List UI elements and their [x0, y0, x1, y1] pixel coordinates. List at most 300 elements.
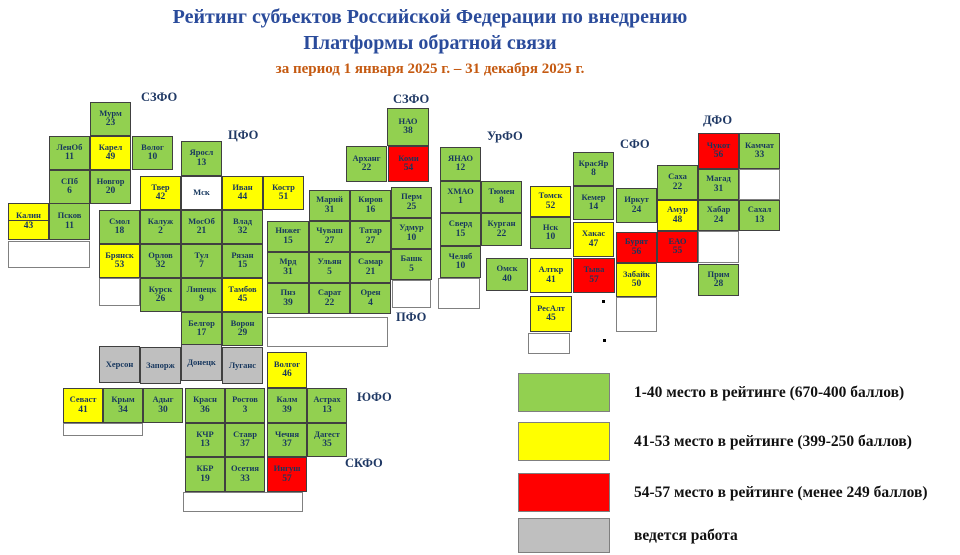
region-tile-prim — [698, 264, 739, 296]
region-label: СПб — [61, 175, 78, 186]
region-label: Перм — [401, 191, 422, 202]
legend-row-rank-41-53 — [518, 422, 912, 461]
region-tile-resalt — [530, 296, 572, 332]
region-tile-spb — [49, 170, 90, 204]
legend-row-rank-54-57 — [518, 473, 928, 512]
region-tile-oren — [350, 283, 391, 314]
region-tile-yanao — [440, 147, 481, 181]
region-rank: 51 — [278, 192, 289, 203]
region-tile-kalin — [8, 203, 49, 240]
region-rank: 33 — [240, 473, 250, 484]
region-tile-kurgan — [481, 213, 522, 246]
region-rank: 20 — [105, 186, 116, 197]
region-rank: 14 — [588, 202, 599, 213]
region-rank: 54 — [403, 163, 414, 174]
region-label: Ворон — [230, 317, 255, 328]
legend-label-rank-1-40: 1-40 место в рейтинге (670-400 баллов) — [634, 383, 905, 401]
region-tile-kirov — [350, 190, 391, 221]
region-label: Брянск — [105, 249, 134, 260]
region-rank: 41 — [78, 404, 88, 415]
empty-tile-10 — [183, 492, 303, 512]
region-label: Крым — [111, 394, 135, 405]
region-label: ХМАО — [447, 185, 474, 196]
region-label: Тюмен — [488, 185, 515, 196]
region-rank: 8 — [499, 196, 504, 207]
region-tile-yarosl — [181, 141, 222, 176]
region-tile-chechnya — [267, 423, 307, 457]
region-rank: 33 — [754, 150, 765, 161]
region-rank: 32 — [155, 260, 166, 271]
region-label: Карел — [98, 141, 123, 152]
region-rank: 4 — [368, 297, 373, 308]
region-rank: 50 — [631, 279, 642, 290]
region-label: Мрд — [279, 256, 297, 267]
region-label: КБР — [196, 463, 214, 474]
region-tile-smol — [99, 210, 140, 244]
region-tile-vlad — [222, 210, 263, 244]
region-label: Камчат — [744, 139, 775, 150]
region-rank: 55 — [672, 246, 683, 257]
region-label: Луганс — [228, 359, 257, 370]
dot-1 — [602, 300, 605, 303]
region-label: Курган — [487, 218, 516, 229]
region-tile-belgor — [181, 312, 222, 346]
region-rank: 36 — [200, 404, 210, 415]
region-label: Забайк — [622, 268, 651, 279]
region-rank: 47 — [588, 238, 599, 249]
region-tile-karel — [90, 136, 131, 170]
region-label: Влад — [233, 215, 252, 226]
region-tile-bryansk — [99, 244, 140, 278]
region-tile-ingush — [267, 457, 307, 492]
title-line-2: Платформы обратной связи — [303, 32, 557, 54]
region-rank: 10 — [545, 232, 556, 243]
region-label: Ингуш — [273, 463, 301, 474]
empty-tile-5 — [438, 278, 480, 309]
region-tile-chelyab — [440, 246, 481, 278]
region-label: Херсон — [105, 358, 134, 369]
region-label: Нск — [542, 221, 559, 232]
region-tile-tomsk — [530, 186, 571, 217]
region-tile-irkut — [616, 188, 657, 223]
region-rank: 26 — [155, 294, 166, 305]
region-label: ЕАО — [668, 235, 687, 246]
region-rank: 11 — [65, 220, 74, 231]
region-tile-zaporzh — [140, 347, 181, 384]
region-label: Сарат — [317, 287, 342, 298]
legend-swatch-rank-41-53 — [518, 422, 610, 461]
region-tile-kamchat — [739, 133, 780, 169]
region-rank: 18 — [114, 226, 125, 237]
region-tile-kherson — [99, 346, 140, 383]
region-tile-murm — [90, 102, 131, 136]
region-tile-mrd — [267, 252, 309, 283]
region-label: ЛенОб — [56, 141, 83, 152]
empty-tile-11 — [63, 423, 143, 436]
empty-tile-9 — [739, 169, 780, 200]
region-label: Нижег — [275, 225, 301, 236]
region-rank: 29 — [237, 328, 248, 339]
region-tile-msk — [181, 176, 222, 210]
region-label: Сверд — [448, 218, 473, 229]
region-label: Челяб — [448, 250, 473, 261]
district-label-szfo-east: СЗФО — [393, 92, 430, 106]
district-label-urfo: УрФО — [487, 129, 523, 143]
region-rank: 22 — [361, 163, 372, 174]
region-rank: 39 — [282, 404, 292, 415]
region-label: РесАлт — [537, 302, 565, 313]
region-label: ЯНАО — [447, 152, 474, 163]
region-rank: 48 — [672, 214, 683, 225]
region-tile-pskov — [49, 203, 90, 240]
region-tile-tambov — [222, 278, 263, 312]
region-tile-kchr — [185, 423, 225, 457]
region-tile-khabar — [698, 200, 739, 231]
region-rank: 57 — [282, 473, 292, 484]
region-label: Ульян — [317, 256, 342, 267]
region-label: КЧР — [196, 428, 214, 439]
region-tile-sakhal — [739, 200, 780, 231]
region-label: Омск — [496, 263, 518, 274]
region-rank: 13 — [196, 157, 207, 168]
region-rank: 41 — [546, 274, 556, 285]
region-label: Курск — [148, 283, 173, 294]
region-rank: 56 — [713, 150, 724, 161]
district-label-pfo: ПФО — [396, 310, 427, 324]
region-label: Хакас — [581, 228, 606, 239]
region-label: Адыг — [152, 394, 174, 405]
region-rank: 15 — [283, 235, 293, 246]
region-tile-sarat — [309, 283, 350, 314]
region-rank: 13 — [200, 439, 210, 450]
region-tile-volog — [132, 136, 173, 170]
region-tile-magad — [698, 169, 739, 200]
empty-tile-7 — [616, 297, 657, 332]
region-label: Орлов — [148, 249, 173, 260]
region-label: Красн — [193, 394, 217, 405]
legend-label-in-progress: ведется работа — [634, 526, 738, 544]
region-label: Тамбов — [228, 283, 257, 294]
region-rank: 40 — [502, 273, 512, 284]
region-tile-eao — [657, 231, 698, 263]
region-rank: 30 — [158, 404, 168, 415]
region-rank: 34 — [118, 404, 128, 415]
region-label: Астрах — [313, 394, 341, 405]
region-label: Калин — [16, 209, 41, 220]
region-label: Иван — [232, 181, 253, 192]
region-rank: 15 — [455, 228, 466, 239]
region-rank: 24 — [713, 214, 724, 225]
region-label: Осетия — [231, 463, 259, 474]
region-rank: 12 — [455, 163, 466, 174]
region-rank: 44 — [237, 192, 248, 203]
region-label: Татар — [359, 225, 382, 236]
region-tile-omsk — [486, 258, 528, 291]
region-label: Киров — [358, 194, 383, 205]
region-rank: 32 — [237, 226, 248, 237]
region-rank: 57 — [589, 274, 599, 285]
empty-tile-4 — [392, 280, 431, 308]
region-rank: 7 — [199, 260, 204, 271]
region-label: Удмур — [399, 222, 424, 233]
region-tile-krym — [103, 388, 143, 423]
empty-tile-2 — [99, 278, 140, 306]
region-label: Алткр — [538, 264, 564, 275]
region-tile-osetia — [225, 457, 265, 492]
region-tile-nsk — [530, 217, 571, 249]
region-tile-kalm — [267, 388, 307, 423]
region-tile-khmao — [440, 181, 481, 213]
region-rank: 8 — [591, 168, 596, 179]
empty-tile-8 — [698, 231, 739, 263]
region-label: Коми — [398, 152, 419, 163]
region-tile-perm — [391, 187, 432, 218]
region-tile-krasyar — [573, 152, 614, 186]
region-rank: 37 — [282, 439, 292, 450]
region-tile-chuvash — [309, 221, 350, 252]
title-block — [0, 4, 860, 78]
region-rank: 22 — [496, 228, 507, 239]
region-rank: 3 — [242, 404, 248, 415]
region-tile-ryazan — [222, 244, 263, 278]
dot-2 — [603, 339, 606, 342]
region-label: Псков — [57, 210, 82, 221]
region-tile-lenob — [49, 136, 90, 170]
region-label: Белгор — [188, 317, 215, 328]
region-tile-rostov — [225, 388, 265, 423]
region-rank: 25 — [406, 201, 417, 212]
region-label: Саха — [668, 171, 687, 182]
region-label: Ростов — [232, 394, 258, 405]
region-tile-ulyan — [309, 252, 350, 283]
region-label: Твер — [151, 181, 170, 192]
region-label: Мурм — [99, 107, 122, 118]
region-tile-komi — [388, 146, 429, 182]
region-rank: 39 — [283, 297, 293, 308]
region-tile-lipetsk — [181, 278, 222, 312]
region-tile-tul — [181, 244, 222, 278]
region-tile-kemer — [573, 186, 614, 220]
region-tile-sevast — [63, 388, 103, 423]
region-rank: 5 — [327, 266, 332, 277]
region-rank: 38 — [403, 126, 413, 137]
region-tile-tyva — [573, 258, 615, 293]
region-tile-mariy — [309, 190, 350, 221]
region-rank: 22 — [324, 297, 335, 308]
region-label: Яросл — [189, 147, 214, 158]
region-tile-bashk — [391, 249, 432, 280]
region-rank: 43 — [9, 220, 48, 232]
region-label: Ставр — [233, 428, 257, 439]
region-rank: 45 — [546, 313, 556, 324]
region-rank: 42 — [155, 192, 166, 203]
region-rank: 10 — [406, 232, 417, 243]
region-label: Новгор — [96, 175, 125, 186]
region-label: Чечня — [274, 428, 300, 439]
region-label: Кемер — [581, 191, 606, 202]
region-label: Орен — [360, 287, 381, 298]
region-label: КрасЯр — [578, 157, 609, 168]
region-tile-volgog — [267, 352, 307, 388]
legend-label-rank-54-57: 54-57 место в рейтинге (менее 249 баллов) — [634, 483, 928, 501]
region-label: Чукот — [706, 139, 731, 150]
district-label-skfo: СКФО — [345, 456, 383, 470]
region-label: Сахал — [747, 204, 772, 215]
region-tile-novgor — [90, 170, 131, 204]
region-rank: 31 — [713, 183, 724, 194]
region-tile-ivan — [222, 176, 263, 210]
region-tile-kursk — [140, 278, 181, 312]
district-label-yufo: ЮФО — [357, 390, 392, 404]
region-tile-krasn — [185, 388, 225, 423]
region-rank: 52 — [545, 200, 556, 211]
region-tile-altkr — [530, 258, 572, 293]
region-label: Арханг — [352, 152, 381, 163]
region-label: Иркут — [624, 194, 649, 205]
region-rank: 27 — [365, 235, 376, 246]
region-rank: 1 — [458, 196, 463, 207]
region-label: Прим — [707, 268, 730, 279]
title-line-1: Рейтинг субъектов Российской Федерации по внедрению — [172, 6, 688, 28]
region-rank: 6 — [67, 186, 72, 197]
region-tile-zabayk — [616, 263, 657, 297]
legend-row-rank-1-40 — [518, 373, 904, 412]
region-tile-pnz — [267, 283, 309, 314]
region-label: Тул — [194, 249, 209, 260]
region-label: Марий — [316, 194, 343, 205]
region-label: Костр — [272, 181, 295, 192]
region-label: Тыва — [583, 264, 605, 275]
region-label: Волог — [141, 141, 164, 152]
legend-swatch-rank-1-40 — [518, 373, 610, 412]
region-tile-kbr — [185, 457, 225, 492]
region-tile-sakha — [657, 165, 698, 200]
empty-tile-3 — [267, 317, 388, 347]
region-tile-tatar — [350, 221, 391, 252]
region-label: Калуж — [147, 215, 174, 226]
region-label: Дагест — [314, 428, 340, 439]
region-label: Липецк — [186, 283, 217, 294]
region-label: Бурят — [624, 236, 649, 247]
region-rank: 13 — [322, 404, 332, 415]
region-rank: 17 — [196, 328, 207, 339]
region-label: Томск — [538, 190, 563, 201]
region-rank: 13 — [754, 214, 765, 225]
region-rank: 5 — [409, 263, 414, 274]
region-rank: 11 — [65, 152, 74, 163]
region-rank: 19 — [200, 473, 210, 484]
region-label: Волгог — [273, 358, 301, 369]
region-tile-tver — [140, 176, 181, 210]
region-rank: 21 — [196, 226, 207, 237]
region-tile-kostr — [263, 176, 304, 210]
region-rank: 31 — [324, 204, 335, 215]
region-rank: 9 — [199, 294, 204, 305]
region-rank: 2 — [158, 226, 163, 237]
region-label: Рязан — [231, 249, 254, 260]
region-rank: 23 — [105, 118, 116, 129]
region-tile-arkhang — [346, 146, 387, 182]
region-rank: 10 — [455, 261, 466, 272]
region-rank: 10 — [147, 152, 158, 163]
region-rank: 21 — [365, 266, 376, 277]
region-label: НАО — [398, 115, 418, 126]
region-label: Мск — [193, 187, 210, 198]
empty-tile-6 — [528, 333, 570, 354]
region-rank: 35 — [322, 439, 332, 450]
region-label: Смол — [109, 215, 130, 226]
region-rank: 28 — [713, 279, 724, 290]
legend-row-in-progress — [518, 518, 738, 553]
region-rank: 15 — [237, 260, 248, 271]
region-tile-tyumen — [481, 181, 522, 213]
region-label: Амур — [667, 204, 688, 215]
district-label-sfo: СФО — [620, 137, 650, 151]
region-rank: 31 — [283, 266, 293, 277]
region-tile-voron — [222, 312, 263, 346]
region-tile-dagest — [307, 423, 347, 457]
region-label: Самар — [357, 256, 384, 267]
region-tile-sverd — [440, 213, 481, 246]
region-label: Хабар — [706, 204, 731, 215]
legend-swatch-in-progress — [518, 518, 610, 553]
region-rank: 24 — [631, 204, 642, 215]
region-tile-lugans — [222, 347, 263, 384]
region-rank: 22 — [672, 181, 683, 192]
region-tile-samar — [350, 252, 391, 283]
region-rank: 16 — [365, 204, 376, 215]
region-rank: 53 — [114, 260, 125, 271]
region-tile-chukot — [698, 133, 739, 169]
title-period: за период 1 января 2025 г. – 31 декабря 2025 г. — [275, 61, 585, 77]
region-label: Пнз — [280, 287, 296, 298]
region-rank: 46 — [282, 369, 292, 380]
region-tile-nao — [387, 108, 429, 146]
district-label-dfo: ДФО — [703, 113, 733, 127]
district-label-cfo: ЦФО — [228, 128, 259, 142]
empty-tile-1 — [8, 241, 90, 268]
region-tile-stavr — [225, 423, 265, 457]
region-label: Запорж — [146, 359, 175, 370]
region-label: Чуваш — [316, 225, 343, 236]
district-label-szfo-west: СЗФО — [141, 90, 178, 104]
region-tile-udmur — [391, 218, 432, 249]
region-rank: 49 — [105, 152, 116, 163]
region-label: Донецк — [187, 356, 216, 367]
region-rank: 37 — [240, 439, 250, 450]
region-label: Калм — [276, 394, 298, 405]
region-label: Магад — [706, 173, 731, 184]
region-label: Башк — [400, 253, 423, 264]
region-tile-buryat — [616, 232, 657, 263]
region-tile-donetsk — [181, 344, 222, 381]
region-rank: 56 — [631, 246, 642, 257]
region-tile-orlov — [140, 244, 181, 278]
region-tile-kaluzh — [140, 210, 181, 244]
region-rank: 27 — [324, 235, 335, 246]
region-tile-adyg — [143, 388, 183, 423]
region-tile-astrakh — [307, 388, 347, 423]
region-tile-nizheg — [267, 221, 309, 252]
legend-swatch-rank-54-57 — [518, 473, 610, 512]
region-label: МосОб — [188, 215, 215, 226]
region-tile-amur — [657, 200, 698, 231]
region-tile-khakas — [573, 222, 614, 257]
region-rank: 45 — [237, 294, 248, 305]
legend-label-rank-41-53: 41-53 место в рейтинге (399-250 баллов) — [634, 432, 912, 450]
region-label: Севаст — [69, 394, 97, 405]
region-tile-mosob — [181, 210, 222, 244]
